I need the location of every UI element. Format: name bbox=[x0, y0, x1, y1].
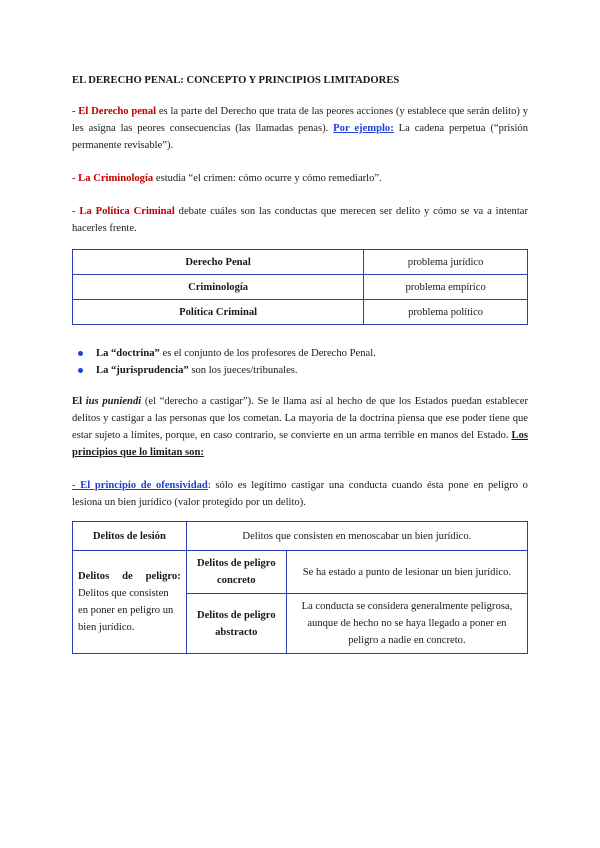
peligro-label: Delitos de peligro: bbox=[78, 571, 181, 582]
list-item bbox=[96, 362, 528, 379]
paragraph-ofensividad bbox=[72, 477, 528, 511]
discipline-term: Política Criminal bbox=[73, 300, 364, 325]
criminologia-term: - La Criminología bbox=[72, 173, 154, 184]
discipline-term: Derecho Penal bbox=[73, 250, 364, 275]
doctrina-term: La “doctrina” bbox=[96, 348, 160, 359]
table-row bbox=[73, 522, 528, 551]
example-text: La cadena perpetua (“prisión permanente revisable”). bbox=[72, 123, 529, 151]
ofensividad-term: - El principio de ofensividad bbox=[72, 480, 208, 491]
list-item bbox=[96, 345, 528, 362]
criminologia-definition: estudia “el crimen: cómo ocurre y cómo remediarlo”. bbox=[153, 173, 382, 184]
ius-puniendi-term: ius puniendi bbox=[85, 396, 142, 407]
table-row bbox=[73, 300, 528, 325]
principios-heading: Los principios que lo limitan son: bbox=[72, 430, 528, 458]
ius-puniendi-lead: El bbox=[72, 396, 86, 407]
document-title: EL DERECHO PENAL: CONCEPTO Y PRINCIPIOS LIMITADORES bbox=[72, 75, 400, 86]
example-label: Por ejemplo: bbox=[333, 123, 394, 134]
paragraph-politica-criminal bbox=[72, 203, 528, 237]
derecho-penal-definition: es la parte del Derecho que trata de las peores acciones (y establece que serán delito) y les asigna las peores consecuencias (las llamadas penas). bbox=[72, 106, 528, 134]
ius-puniendi-text: (el “derecho a castigar”). Se le llama así al hecho de que los Estados puedan establecer delitos y castigar a las personas que los cometan. La mayoría de la doctrina piensa que ese poder tiene que estar sujeto a límites, porque, en caso contrario, se convierte en un arma terrible en manos del Estado. bbox=[72, 396, 528, 441]
definitions-list bbox=[72, 345, 528, 379]
discipline-problem: problema empírico bbox=[364, 275, 528, 300]
ofensividad-definition: : sólo es legítimo castigar una conducta cuando ésta pone en peligro o lesiona un bien jurídico (valor protegido por un delito). bbox=[72, 480, 528, 508]
politica-criminal-definition: debate cuáles son las conductas que merecen ser delito y cómo se va a intentar hacerles frente. bbox=[72, 206, 529, 234]
lesion-label: Delitos de lesión bbox=[73, 522, 187, 551]
delitos-table bbox=[72, 521, 528, 654]
derecho-penal-term: - El Derecho penal bbox=[72, 106, 157, 117]
lesion-description: Delitos que consisten en menoscabar un bien jurídico. bbox=[186, 522, 527, 551]
discipline-problem: problema jurídico bbox=[364, 250, 528, 275]
paragraph-derecho-penal bbox=[72, 103, 528, 154]
discipline-problem: problema político bbox=[364, 300, 528, 325]
abstracto-label: Delitos de peligro abstracto bbox=[186, 594, 286, 654]
peligro-cell bbox=[73, 551, 187, 654]
jurisprudencia-definition: son los jueces/tribunales. bbox=[188, 365, 298, 376]
disciplines-table bbox=[72, 249, 528, 325]
paragraph-ius-puniendi bbox=[72, 393, 528, 461]
jurisprudencia-term: La “jurisprudencia” bbox=[96, 365, 189, 376]
bullet-icon bbox=[78, 368, 83, 373]
concreto-description: Se ha estado a punto de lesionar un bien jurídico. bbox=[286, 551, 527, 594]
peligro-description: Delitos que consisten en poner en peligro un bien jurídico. bbox=[78, 588, 174, 633]
table-row bbox=[73, 275, 528, 300]
discipline-term: Criminología bbox=[73, 275, 364, 300]
document-page bbox=[72, 72, 528, 654]
abstracto-description: La conducta se considera generalmente peligrosa, aunque de hecho no se haya llegado a poner en peligro a nadie en concreto. bbox=[286, 594, 527, 654]
table-row bbox=[73, 250, 528, 275]
table-row bbox=[73, 551, 528, 594]
doctrina-definition: es el conjunto de los profesores de Derecho Penal. bbox=[159, 348, 376, 359]
bullet-icon bbox=[78, 351, 83, 356]
paragraph-criminologia bbox=[72, 170, 528, 187]
politica-criminal-term: - La Política Criminal bbox=[72, 206, 175, 217]
concreto-label: Delitos de peligro concreto bbox=[186, 551, 286, 594]
